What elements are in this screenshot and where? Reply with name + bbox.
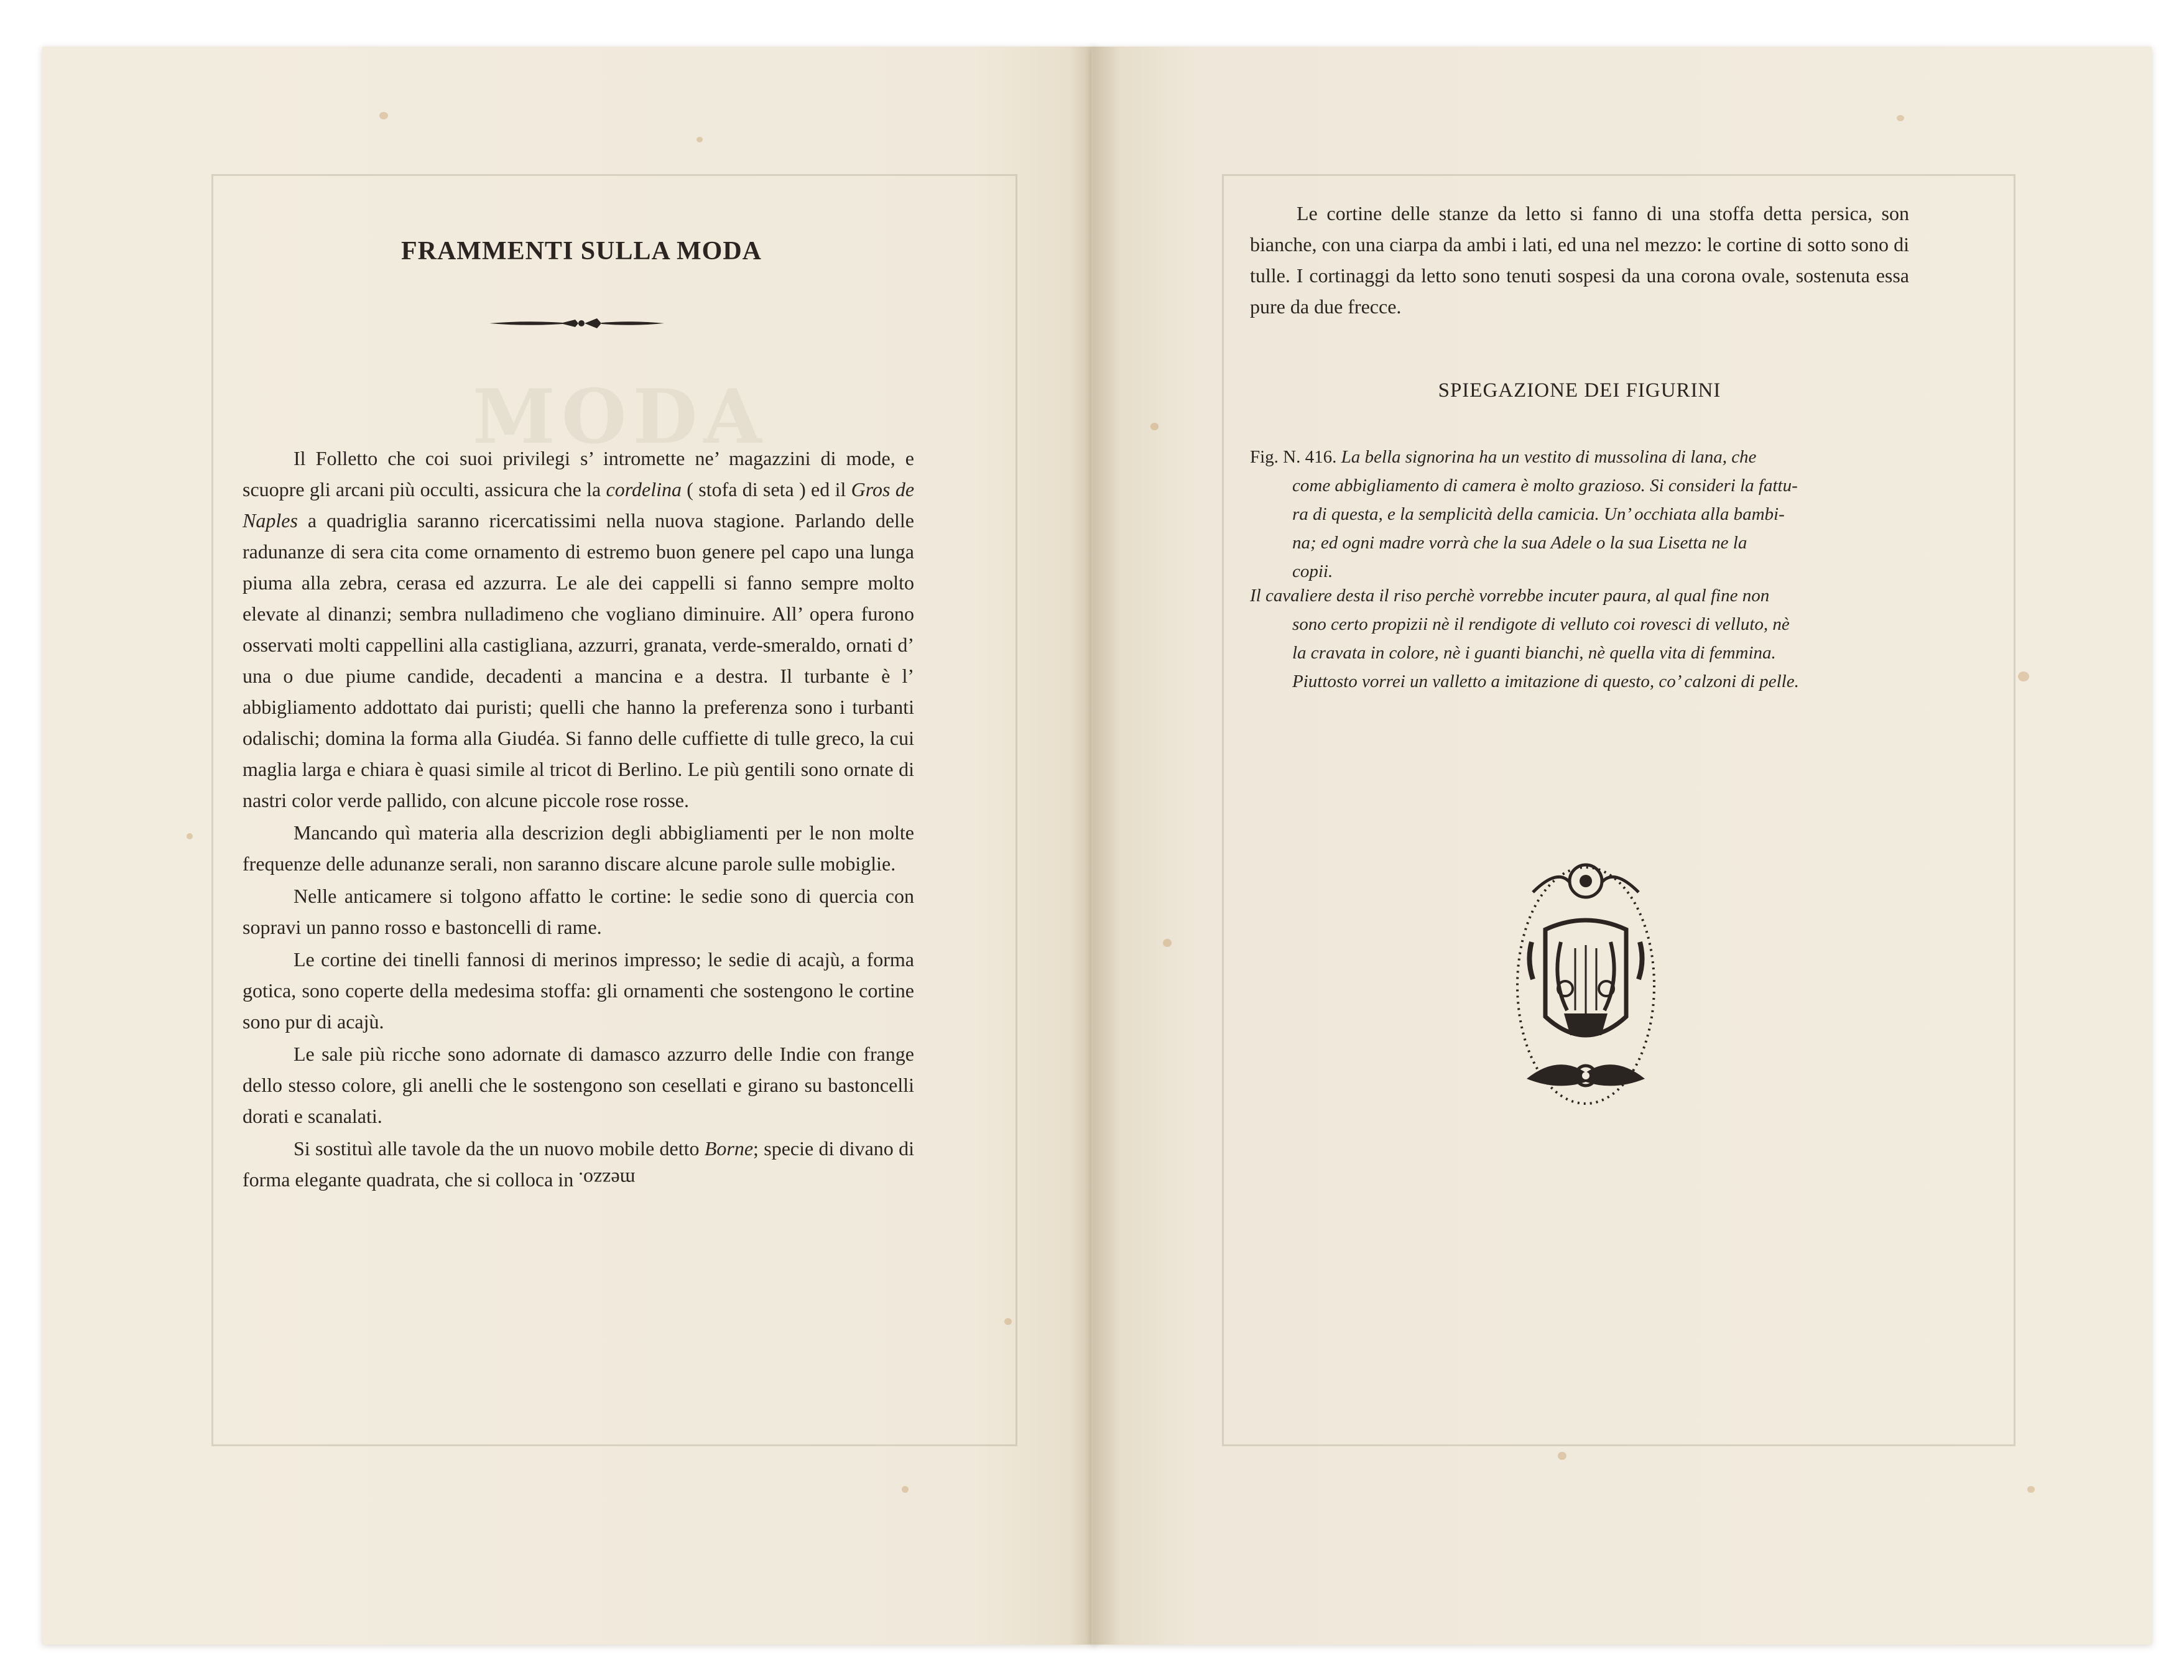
foxing-stain [902, 1486, 909, 1493]
figure-caption-1 [1250, 443, 1922, 586]
page-title: FRAMMENTI SULLA MODA [400, 237, 762, 265]
text-run: ( stofa di seta ) ed il [681, 478, 851, 501]
foxing-stain [1150, 423, 1159, 430]
book-gutter [1070, 47, 1119, 1645]
show-through-ghost-text: MODA [473, 373, 768, 461]
caption-line [1250, 528, 1922, 557]
article-paragraph [243, 1038, 914, 1132]
foxing-stain [187, 833, 193, 839]
text-run: Le sale più ricche sono adornate di damasco azzurro delle Indie con frange dello stesso colore, gli anelli che le sostengono son cesellati e girano su bastoncelli dorati e scanalati. [243, 1043, 914, 1127]
foxing-stain [379, 112, 388, 119]
article-paragraph [243, 1133, 914, 1195]
article-paragraph [243, 817, 914, 879]
foxing-stain [1558, 1452, 1566, 1460]
text-run: ; specie di divano di forma elegante quadrata, che si colloca in [243, 1137, 915, 1191]
lyre-vignette-icon [1508, 855, 1663, 1116]
figure-caption-2 [1250, 581, 1922, 696]
italic-term: Borne [704, 1137, 754, 1160]
ornamental-rule-icon [488, 311, 665, 336]
text-run: Mancando quì materia alla descrizion degli abbigliamenti per le non molte frequenze delle adunanze serali, non saranno discare alcune parole sulle mobiglie. [243, 821, 914, 875]
foxing-stain [696, 137, 703, 142]
foxing-stain [1897, 115, 1904, 121]
text-run: mezzo. [578, 1168, 636, 1191]
caption-line [1250, 443, 1922, 471]
caption-line [1250, 471, 1922, 500]
figure-number: Fig. N. 416. [1250, 447, 1341, 467]
article-paragraph [243, 443, 914, 816]
right-intro-paragraph [1250, 198, 1909, 322]
caption-line: Il cavaliere desta il riso perchè vorrebbe incuter paura, al qual fine non [1250, 586, 1770, 606]
foxing-stain [1004, 1318, 1012, 1325]
caption-text: ra di questa, e la semplicità della camicia. Un’ occhiata alla bambi- [1292, 504, 1785, 524]
caption-text: copii. [1292, 561, 1333, 581]
caption-line: sono certo propizii nè il rendigote di velluto coi rovesci di velluto, nè [1292, 614, 1790, 634]
text-run: Si sostituì alle tavole da the un nuovo mobile detto [294, 1137, 705, 1160]
caption-text: come abbigliamento di camera è molto grazioso. Si consideri la fattu- [1292, 476, 1798, 496]
article-body [243, 443, 914, 1195]
article-paragraph [243, 944, 914, 1037]
caption-line: la cravata in colore, nè i guanti bianchi, nè quella vita di femmina. [1292, 643, 1776, 663]
caption-text: La bella signorina ha un vestito di mussolina di lana, che [1341, 447, 1757, 467]
text-run: Le cortine dei tinelli fannosi di merinos impresso; le sedie di acajù, a forma gotica, sono coperte della medesima stoffa: gli ornamenti che sostengono le cortine sono pur di acajù. [243, 948, 914, 1033]
show-through-frame-right [1222, 174, 2015, 1446]
text-run: Il Folletto che coi suoi privilegi s’ intromette ne’ magazzini di mode, e scuopre gli arcani più occulti, assicura che la [243, 447, 914, 501]
intro-text: Le cortine delle stanze da letto si fanno di una stoffa detta persica, son bianche, con una ciarpa da ambi i lati, ed una nel mezzo: le cortine di sotto sono di tulle. I cortinaggi da letto sono tenuti sospesi da una corona ovale, sostenuta essa pure da due frecce. [1250, 202, 1909, 318]
italic-term: cordelina [606, 478, 682, 501]
article-paragraph [243, 880, 914, 943]
foxing-stain [2018, 672, 2029, 681]
caption-text: na; ed ogni madre vorrà che la sua Adele o la sua Lisetta ne la [1292, 533, 1747, 553]
foxing-stain [1163, 939, 1172, 947]
caption-line [1250, 500, 1922, 528]
text-run: Nelle anticamere si tolgono affatto le cortine: le sedie sono di quercia con sopravi un panno rosso e bastoncelli di rame. [243, 885, 914, 938]
section-title: SPIEGAZIONE DEI FIGURINI [1438, 379, 1721, 402]
italic-term: Gros de Naples [243, 478, 915, 532]
caption-line: Piuttosto vorrei un valletto a imitazione di questo, co’ calzoni di pelle. [1292, 672, 1799, 691]
foxing-stain [2027, 1486, 2035, 1493]
text-run: a quadriglia saranno ricercatissimi nella nuova stagione. Parlando delle radunanze di sera cita come ornamento di estremo buon genere pel capo una lunga piuma alla zebra, cerasa ed azzurra. Le ale dei cappelli si fanno sempre molto elevate al dinanzi; sembra nulladimeno che vogliano diminuire. All’ opera furono osservati molti cappellini alla castigliana, azzurri, granata, verde-smeraldo, ornati d’ una o due piume candide, decadenti a mancina e a destra. Il turbante è l’ abbigliamento addottato dai puristi; quelli che hanno la preferenza sono i turbanti odalischi; domina la forma alla Giudéa. Si fanno delle cuffiette di tulle greco, la cui maglia larga e chiara è quasi simile al tricot di Berlino. Le più gentili sono ornate di nastri color verde pallido, con alcune piccole rose rosse. [243, 509, 914, 811]
